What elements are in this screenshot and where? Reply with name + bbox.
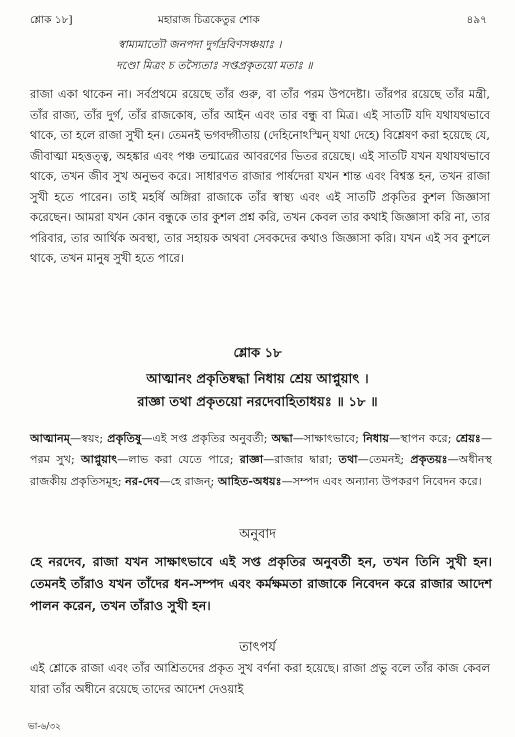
- sloka-heading: শ্লোক ১৮: [233, 346, 282, 361]
- synonym-meaning: অধীনস্থ রাজকীয় প্রকৃতিসমূহ;: [30, 453, 492, 488]
- page-number: ৪৯৭: [466, 14, 487, 26]
- header-title: মহারাজ চিত্রকেতুর শোক: [158, 14, 260, 26]
- synonym-meaning: সম্পদ এবং অন্যান্য উপকরণ নিবেদন করে।: [292, 474, 482, 488]
- synonyms: [30, 428, 492, 492]
- synonym-word: প্রকৃতয়ঃ: [410, 452, 448, 467]
- synonym-word: প্রকৃতিষু: [107, 431, 142, 445]
- synonym-meaning: পরম সুখ;: [30, 453, 81, 467]
- synonym-meaning: স্বয়ং;: [81, 432, 108, 445]
- synonym-word: অদ্ধা: [271, 431, 293, 445]
- synonym-word: আহিত-অধয়ঃ: [217, 473, 282, 488]
- page-footer-signature: ভা-৬/৩২: [28, 722, 61, 732]
- purport-continued-text: রাজা একা থাকেন না। সর্বপ্রথমে রয়েছে তাঁর গুরু, বা তাঁর পরম উপদেষ্টা। তাঁরপর রয়েছে তাঁর মন্ত্রী, তাঁর রাজ্য, তাঁর দুর্গ, তাঁর রাজকোষ, তাঁর আইন এবং তার বন্ধু বা মিত্র। এই সাতটি যদি যথাযথভাবে থাকে, তা হলে রাজা সুখী হন। তেমনই ভগবদ্গীতায় (দেহিনোঽস্মিন্ যথা দেহে) বিশ্লেষণ করা হয়েছে যে, জীবাত্মা মহত্তত্ত্ব, অহঙ্কার এবং পঞ্চ তন্মাত্রের আবরণের ভিতর রয়েছে। এই সাতটি যখন যথাযথভাবে থাকে, তখন জীব সুখ অনুভব করে। সাধারণত রাজার পার্ষদেরা যখন শান্ত এবং বিশ্বস্ত হন, তখন রাজা সুখী হতে পারেন। তাই মহর্ষি অঙ্গিরা রাজাকে তাঁর স্বাস্থ্য এবং এই সাতটি প্রকৃতির কুশল জিজ্ঞাসা করেছেন। আমরা যখন কোন বন্ধুকে তার কুশল প্রশ্ন করি, তখন কেবল তার কথাই জিজ্ঞাসা করি না, তার পরিবার, তার আর্থিক অবস্থা, তার সহায়ক অথবা সেবকদের কথাও জিজ্ঞাসা করি। যখন এই সব কুশলে থাকে, তখন মানুষ সুখী হতে পারে।: [30, 87, 490, 265]
- synonyms-text: আত্মানম্—স্বয়ং; প্রকৃতিষু—এই সপ্ত প্রকৃতির অনুবর্তী; অদ্ধা—সাক্ষাৎভাবে; নিধায়—স্থাপন করে; শ্রেয়ঃ—পরম সুখ; আপ্নুয়াৎ—লাভ করা যেতে পারে; রাজ্ঞা—রাজার দ্বারা; তথা—তেমনই; প্রকৃতয়ঃ—অধীনস্থ রাজকীয় প্রকৃতিসমূহ; নর-দেব—হে রাজন্; আহিত-অধয়ঃ—সম্পদ এবং অন্যান্য উপকরণ নিবেদন করে।: [30, 431, 492, 488]
- synonym-word: শ্রেয়ঃ: [455, 431, 481, 445]
- synonym-word: নর-দেব: [125, 473, 160, 488]
- synonym-meaning: সাক্ষাৎভাবে;: [303, 432, 364, 445]
- purport: [30, 658, 490, 699]
- synonym-word: রাজ্ঞা: [239, 452, 264, 467]
- synonym-word: নিধায়: [363, 431, 390, 445]
- top-verse-line-1: স্বাম্যমাত্যৌ জনপদা দুর্গদ্রবিণসঞ্চয়াঃ ।: [118, 38, 282, 51]
- sloka-line-1: আত্মানং প্রকৃতিষ্বদ্ধা নিধায় শ্রেয় আপ্নুয়াৎ ।: [146, 372, 369, 387]
- header-chapter-ref: শ্লোক ১৮]: [30, 14, 73, 26]
- synonym-meaning: লাভ করা যেতে পারে;: [128, 453, 240, 467]
- synonym-meaning: এই সপ্ত প্রকৃতির অনুবর্তী;: [152, 432, 272, 445]
- translation: [30, 551, 492, 618]
- synonym-word: তথা: [338, 452, 358, 467]
- synonym-meaning: তেমনই;: [368, 453, 411, 467]
- translation-text: হে নরদেব, রাজা যখন সাক্ষাৎভাবে এই সপ্ত প্রকৃতির অনুবর্তী হন, তখন তিনি সুখী হন। তেমনই তাঁরাও যখন তাঁদের ধন-সম্পদ এবং কর্মক্ষমতা রাজাকে নিবেদন করে রাজার আদেশ পালন করেন, তখন তাঁরাও সুখী হন।: [30, 554, 492, 614]
- sloka-line-2: রাজ্ঞা তথা প্রকৃতয়ো নরদেবাহিতাধয়ঃ ॥ ১৮ ॥: [137, 395, 378, 410]
- synonym-meaning: রাজার দ্বারা;: [274, 453, 339, 467]
- top-verse-line-2: দণ্ডো মিত্রং চ তস্যৈতাঃ সপ্তপ্রকৃতয়ো মতাঃ ॥: [116, 59, 313, 72]
- translation-heading: অনুবাদ: [239, 527, 276, 542]
- synonym-word: আপ্নুয়াৎ: [81, 452, 118, 467]
- synonym-word: আত্মানম্: [30, 431, 70, 445]
- purport-heading: তাৎপর্য: [239, 640, 276, 655]
- purport-text: এই শ্লোকে রাজা এবং তাঁর আশ্রিতদের প্রকৃত সুখ বর্ণনা করা হয়েছে। রাজা প্রভু বলে তাঁর কাজ কেবল যারা তাঁর অধীনে রয়েছে তাদের আদেশ দেওয়াই: [30, 661, 490, 696]
- synonym-meaning: হে রাজন্;: [170, 474, 218, 488]
- synonym-meaning: স্থাপন করে;: [400, 432, 456, 445]
- purport-continued: [30, 84, 490, 269]
